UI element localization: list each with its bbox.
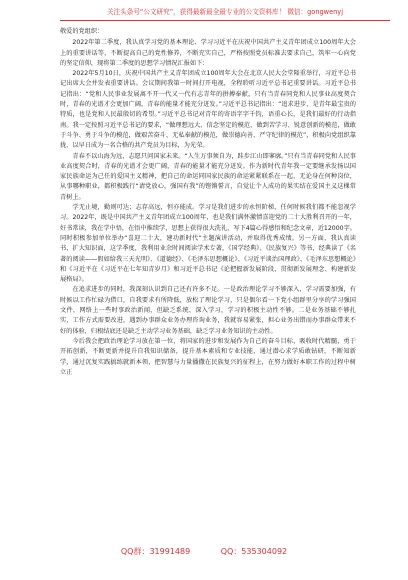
footer-qq: QQ：535304092 — [220, 547, 288, 556]
paragraph-4: 学无止境，勤则可达；志存高远，恒亦能成。学习是我们进步的永恒阶梯，任何时候我们都不能忽视学习。2022年，既是中国共产主义青年团成立100周年，也是我们满怀激情喜迎党的二十大胜利召开的一年，好书常读，我在学中悟，在悟中推续学，思想上获得很大洗礼，写下4篇心得感悟和纪念文章，近12000字。同时积极参加单位举办“喜迎二十大，建功新时代”主题演讲活动，并取得优秀成绩。另一方面，我认真读书，扩大知识面，这学季度，我利用业余时间阅读学术专著，《国学经典》、《民族复兴》等书，经典读了《名著的阅读——假如给我三天光明》、《道德经》、《毛泽东思想概论》、《习近平谈治国理政》、《毛泽东思想概论》和《习近平在《习近平在七年知青岁月》和习近平总书记《论把握新发展阶段、贯彻新发展理念、构建新发展格局》。 — [60, 204, 356, 284]
document-body — [60, 27, 356, 378]
paragraph-1: 2022年第二季度，我认真学习党的基本理论、学习习近平在庆祝中国共产主义青年团成立100周年大会上的重要讲话等，不断提高自己的党性修养，不断充实自己，严格按照党员标准去要求自己，筑牢一心向党的坚定信仰，现将第二季度的思想学习情况汇报如下： — [60, 39, 356, 67]
paragraph-6: 今后我会把政治理论学习放在第一位，将国家的进步和发展作为自己的奋斗目标，吸收时代精髓，勇于开拓创新，不断更新并提升自我知识储备，提升基本素质和专业技能，通过潜心求学质敢钻研，不断知新学，通过沉复实践搞练就新本领，把智慧与力量播撒在民族复兴的征程上，在努力做好本职工作的过程中树立正 — [60, 337, 356, 376]
salutation: 敬爱的党组织： — [60, 28, 104, 35]
footer-qq-group: QQ群：31991489 — [120, 547, 191, 556]
header-divider — [60, 20, 390, 21]
footer-contact — [0, 546, 408, 557]
paragraph-5: 在追求进步的同时，我深刻认识到自己还有许多不足。一是政治理论学习不够深入，学习需要加强，有时候以工作忙碌为借口，自我要求有所降低，放松了理论学习，只是偶尔看一下党小组群里分享的学习强国文件，网络上一些时事政治新闻，但缺乏系统、深入学习，学习的积极主动性不够。二是业务基础不够扎实，工作方式需要改进，遇到办事群众业务办理咨询业务，我就容易紧张，担心业务出错而办事群众带来不好的体验，归根结底还是缺乏主动学习业务基础，缺乏学习业务知识的主动性。 — [60, 286, 356, 335]
header-banner: 关注头条号“公文研究”，获得最新最全最专业的公文资料库！ 微信：gongwenyj — [106, 8, 344, 16]
paragraph-3: 青春不以山海为远，志愿只问国家未来。“人生万事须自为，跬步江山即寥廓。”只有当青春同党和人民事业高度契合时，青春的光谱才会更广阔，青春的能量才能充分迸发。作为新时代青年我一定要继承发扬以国家民族命运为己任的爱国主义精神，把自己的命运同国家民族的命运紧紧联系在一起，无论身在何种岗位，从事哪种职业，都积极践行“请党放心，强国有我”的铿锵誓言，自觉让个人成功的果实结在爱国主义这棵常青树上。 — [60, 152, 356, 201]
paragraph-2: 2022年5月10日，庆祝中国共产主义青年团成立100周年大会在北京人民大会堂隆重举行，习近平总书记出席大会并发表重要讲话。会议期间我第一时间打开电视，全程聆听习近平总书记重要讲话。习近平总书记指出：“党和人民事业发展离不开一代又一代有志青年的拼搏奉献，只有当青春同党和人民事业高度契合时，青春的光谱才会更加广阔，青春的能量才能充分迸发。”习近平总书记指出：“追求进步，是青年最宝贵的特质，也是党和人民最殷切的希望。”习近平总书记对青年的寄语字字千钧，语重心长，是我们最好的行动指南。我一定按照习近平总书记的要求，“做理想远大、信念坚定的模范，做到苦学习、锐意创新的模范，做敢于斗争、勇于斗争的模范，做艰苦奋斗、无私奉献的模范，做崇德向善、严守纪律的模范”，积极向党组织靠拢，以早日成为一名合格的共产党员为目标，为光荣。 — [60, 70, 356, 150]
